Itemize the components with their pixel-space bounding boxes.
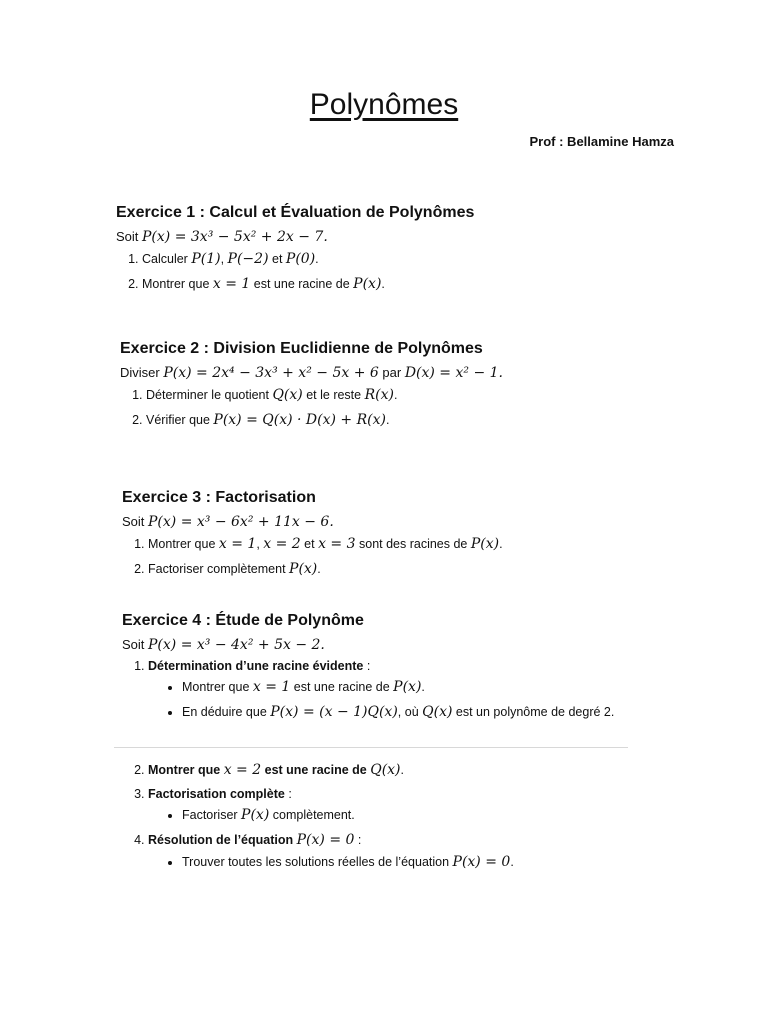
intro-text: Soit xyxy=(116,229,143,244)
list-item: • Trouver toutes les solutions réelles de l’équation P(x) = 0. xyxy=(182,854,514,870)
exercise-1-list xyxy=(116,251,474,292)
exercise-3-heading: Exercice 3 : Factorisation xyxy=(122,489,316,506)
exercise-3-intro: Soit P(x) = x³ − 6x² + 11x − 6. xyxy=(122,514,334,530)
exercise-2-list xyxy=(120,387,503,428)
exercise-4-item-1: 1. Détermination d’une racine évidente : • Montrer que x = 1 est une racine de P(x). • En déduire que P(x) = (x − 1)Q(x), où Q(x) est un polynôme de degré 2. xyxy=(148,659,614,720)
list-item: • Montrer que x = 1 est une racine de P(x). xyxy=(182,679,614,695)
page-divider xyxy=(114,747,628,748)
list-item: • En déduire que P(x) = (x − 1)Q(x), où Q(x) est un polynôme de degré 2. xyxy=(182,704,614,720)
exercise-2-heading: Exercice 2 : Division Euclidienne de Polynômes xyxy=(120,340,483,357)
exercise-1 xyxy=(116,204,474,301)
exercise-4-list-continued xyxy=(122,762,514,870)
exercise-2-item-2: 2. Vérifier que P(x) = Q(x) · D(x) + R(x). xyxy=(146,412,503,428)
exercise-4-item-3: 3. Factorisation complète : • Factoriser P(x) complètement. xyxy=(148,787,514,823)
exercise-4-list xyxy=(122,659,614,720)
exercise-1-heading: Exercice 1 : Calcul et Évaluation de Polynômes xyxy=(116,204,475,221)
exercise-4-continued xyxy=(122,762,514,879)
exercise-3-item-1: 1. Montrer que x = 1, x = 2 et x = 3 sont des racines de P(x). xyxy=(148,536,503,552)
exercise-2-intro: Diviser P(x) = 2x⁴ − 3x³ + x² − 5x + 6 par D(x) = x² − 1. xyxy=(120,365,503,381)
intro-math: P(x) = 3x³ − 5x² + 2x − 7. xyxy=(142,229,328,245)
author-label: Prof : Bellamine Hamza xyxy=(529,134,674,149)
exercise-4-item-3-sublist xyxy=(148,807,514,823)
exercise-1-item-1: 1. Calculer P(1), P(−2) et P(0). xyxy=(142,251,474,267)
exercise-4-item-4-sublist xyxy=(148,854,514,870)
exercise-3 xyxy=(122,489,503,586)
exercise-2-item-1: 1. Déterminer le quotient Q(x) et le reste R(x). xyxy=(146,387,503,403)
exercise-4-heading: Exercice 4 : Étude de Polynôme xyxy=(122,612,364,629)
exercise-1-item-2: 2. Montrer que x = 1 est une racine de P(x). xyxy=(142,276,474,292)
page-title: Polynômes xyxy=(309,88,459,121)
exercise-4-item-4: 4. Résolution de l’équation P(x) = 0 : • Trouver toutes les solutions réelles de l’équation P(x) = 0. xyxy=(148,832,514,870)
exercise-4-item-1-sublist xyxy=(148,679,614,720)
exercise-2 xyxy=(120,340,503,437)
exercise-4-item-2: 2. Montrer que x = 2 est une racine de Q(x). xyxy=(148,762,514,778)
exercise-3-list xyxy=(122,536,503,577)
exercise-4-intro: Soit P(x) = x³ − 4x² + 5x − 2. xyxy=(122,637,325,653)
exercise-3-item-2: 2. Factoriser complètement P(x). xyxy=(148,561,503,577)
exercise-4 xyxy=(122,612,614,729)
list-item: • Factoriser P(x) complètement. xyxy=(182,807,514,823)
exercise-1-intro xyxy=(116,229,474,245)
